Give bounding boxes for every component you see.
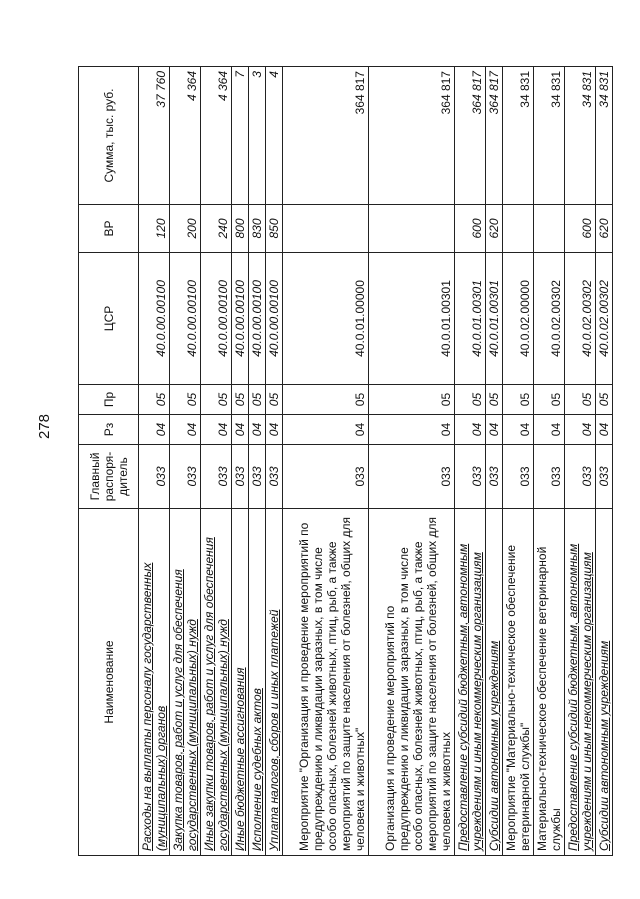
rotated-table-container [78, 67, 611, 856]
cell-pr: 05 [486, 385, 503, 415]
table-row [455, 67, 486, 856]
cell-vr: 620 [596, 205, 613, 253]
cell-rz: 04 [283, 415, 369, 445]
cell-pr: 05 [455, 385, 486, 415]
table-row [201, 67, 232, 856]
cell-vr: 800 [232, 205, 249, 253]
cell-pr: 05 [369, 385, 455, 415]
cell-rz: 04 [503, 415, 534, 445]
cell-name: Субсидии автономным учреждениям [596, 509, 613, 856]
cell-sum: 364 817 [455, 67, 486, 205]
cell-vr: 200 [170, 205, 201, 253]
cell-sum: 37 760 [139, 67, 170, 205]
header-name: Наименование [79, 509, 139, 856]
cell-name: Материально-техническое обеспечение ветеринарной службы [534, 509, 565, 856]
cell-glav: 033 [455, 445, 486, 509]
cell-name: Расходы на выплаты персоналу государственных (муниципальных) органов [139, 509, 170, 856]
cell-sum: 34 831 [565, 67, 596, 205]
cell-sum: 34 831 [596, 67, 613, 205]
cell-vr [369, 205, 455, 253]
cell-name: Мероприятие "Материально-техническое обеспечение ветеринарной службы" [503, 509, 534, 856]
cell-rz: 04 [139, 415, 170, 445]
cell-pr: 05 [565, 385, 596, 415]
cell-vr [503, 205, 534, 253]
table-row [139, 67, 170, 856]
cell-sum: 4 364 [201, 67, 232, 205]
cell-vr [283, 205, 369, 253]
cell-vr [534, 205, 565, 253]
cell-rz: 04 [455, 415, 486, 445]
cell-name: Иные закупки товаров, работ и услуг для обеспечения государственных (муниципальных) нужд [201, 509, 232, 856]
cell-rz: 04 [232, 415, 249, 445]
table-body [139, 67, 613, 856]
cell-sum: 364 817 [486, 67, 503, 205]
cell-vr: 850 [266, 205, 283, 253]
cell-rz: 04 [596, 415, 613, 445]
cell-name: Субсидии автономным учреждениям [486, 509, 503, 856]
header-csr: ЦСР [79, 253, 139, 385]
cell-rz: 04 [369, 415, 455, 445]
cell-glav: 033 [249, 445, 266, 509]
cell-name: Закупка товаров, работ и услуг для обеспечения государственных (муниципальных) нужд [170, 509, 201, 856]
table-row [503, 67, 534, 856]
page-number: 278 [36, 413, 53, 439]
cell-csr: 40.0.02.00302 [596, 253, 613, 385]
cell-glav: 033 [596, 445, 613, 509]
cell-sum: 364 817 [369, 67, 455, 205]
cell-csr: 40.0.01.00301 [369, 253, 455, 385]
cell-csr: 40.0.02.00000 [503, 253, 534, 385]
cell-pr: 05 [249, 385, 266, 415]
cell-csr: 40.0.01.00301 [486, 253, 503, 385]
cell-pr: 05 [139, 385, 170, 415]
cell-csr: 40.0.00.00100 [232, 253, 249, 385]
cell-name: Предоставление субсидий бюджетным, автономным учреждениям и иным некоммерческим организациям [565, 509, 596, 856]
cell-pr: 05 [534, 385, 565, 415]
cell-vr: 120 [139, 205, 170, 253]
cell-name: Уплата налогов, сборов и иных платежей [266, 509, 283, 856]
cell-rz: 04 [249, 415, 266, 445]
table-row [170, 67, 201, 856]
cell-glav: 033 [369, 445, 455, 509]
header-sum: Сумма, тыс. руб. [79, 67, 139, 205]
budget-table [78, 66, 613, 856]
table-row [534, 67, 565, 856]
cell-pr: 05 [596, 385, 613, 415]
cell-pr: 05 [283, 385, 369, 415]
cell-sum: 34 831 [503, 67, 534, 205]
table-row [369, 67, 455, 856]
table-row [249, 67, 266, 856]
cell-glav: 033 [232, 445, 249, 509]
table-row [596, 67, 613, 856]
cell-name: Предоставление субсидий бюджетным, автономным учреждениям и иным некоммерческим организациям [455, 509, 486, 856]
cell-sum: 7 [232, 67, 249, 205]
cell-glav: 033 [201, 445, 232, 509]
header-rz: Рз [79, 415, 139, 445]
header-glav: Главный распоря- дитель [79, 445, 139, 509]
cell-csr: 40.0.02.00302 [534, 253, 565, 385]
cell-csr: 40.0.00.00100 [249, 253, 266, 385]
cell-sum: 4 [266, 67, 283, 205]
cell-pr: 05 [201, 385, 232, 415]
cell-glav: 033 [283, 445, 369, 509]
cell-vr: 600 [455, 205, 486, 253]
cell-name: Мероприятие "Организация и проведение мероприятий по предупреждению и ликвидации заразных, в том числе особо опасных, болезней животных, птиц, рыб, а также мероприятий по защите населения от болезней, общих для человека и животных" [283, 509, 369, 856]
cell-sum: 3 [249, 67, 266, 205]
cell-csr: 40.0.02.00302 [565, 253, 596, 385]
cell-glav: 033 [534, 445, 565, 509]
cell-rz: 04 [201, 415, 232, 445]
cell-rz: 04 [170, 415, 201, 445]
cell-glav: 033 [266, 445, 283, 509]
cell-pr: 05 [266, 385, 283, 415]
cell-csr: 40.0.00.00100 [201, 253, 232, 385]
table-header-row [79, 67, 139, 856]
cell-csr: 40.0.00.00100 [139, 253, 170, 385]
cell-glav: 033 [139, 445, 170, 509]
cell-vr: 600 [565, 205, 596, 253]
header-vr: ВР [79, 205, 139, 253]
table-row [565, 67, 596, 856]
cell-name: Исполнение судебных актов [249, 509, 266, 856]
cell-glav: 033 [170, 445, 201, 509]
cell-pr: 05 [232, 385, 249, 415]
header-pr: Пр [79, 385, 139, 415]
cell-glav: 033 [565, 445, 596, 509]
cell-sum: 4 364 [170, 67, 201, 205]
cell-name: Иные бюджетные ассигнования [232, 509, 249, 856]
table-row [486, 67, 503, 856]
table-row [283, 67, 369, 856]
cell-glav: 033 [486, 445, 503, 509]
table-row [232, 67, 249, 856]
cell-rz: 04 [266, 415, 283, 445]
cell-rz: 04 [486, 415, 503, 445]
cell-name: Организация и проведение мероприятий по предупреждению и ликвидации заразных, в том числе особо опасных, болезней животных, птиц, рыб, а также мероприятий по защите населения от болезней, общих для человека и животных [369, 509, 455, 856]
cell-sum: 364 817 [283, 67, 369, 205]
table-row [266, 67, 283, 856]
cell-csr: 40.0.01.00301 [455, 253, 486, 385]
cell-glav: 033 [503, 445, 534, 509]
cell-csr: 40.0.00.00100 [266, 253, 283, 385]
cell-pr: 05 [170, 385, 201, 415]
cell-sum: 34 831 [534, 67, 565, 205]
cell-csr: 40.0.01.00000 [283, 253, 369, 385]
cell-rz: 04 [534, 415, 565, 445]
cell-vr: 830 [249, 205, 266, 253]
cell-csr: 40.0.00.00100 [170, 253, 201, 385]
cell-vr: 620 [486, 205, 503, 253]
cell-vr: 240 [201, 205, 232, 253]
cell-rz: 04 [565, 415, 596, 445]
cell-pr: 05 [503, 385, 534, 415]
